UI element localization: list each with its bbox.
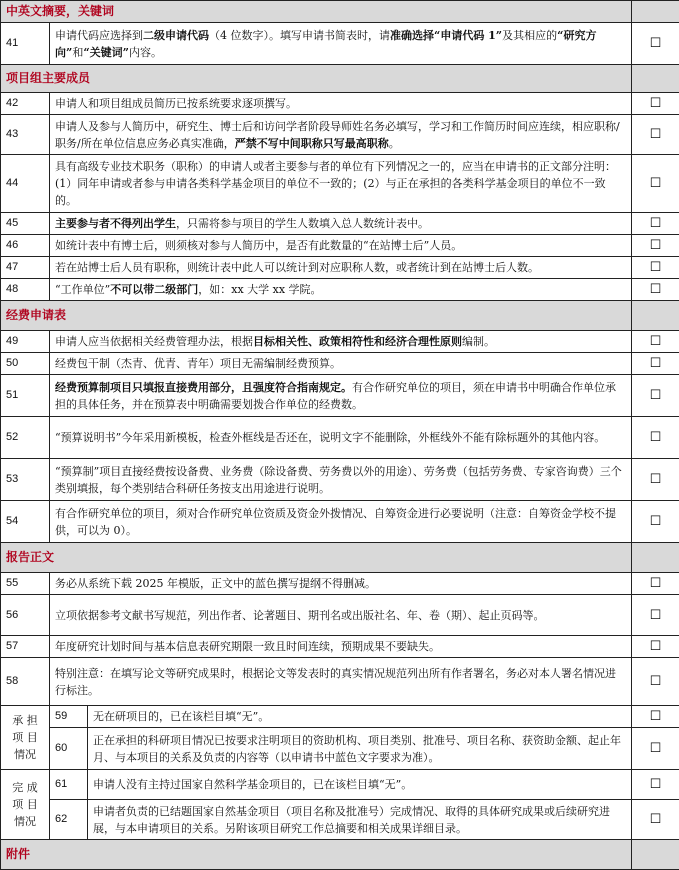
- checklist-row-60: [1, 728, 679, 770]
- group-label-completed-projects: 完 成 项 目 情况: [1, 770, 50, 840]
- group-label-ongoing-projects: 承 担 项 目 情况: [1, 706, 50, 770]
- item-number: 60: [50, 728, 88, 770]
- section-title: 中英文摘要，关键词: [1, 1, 632, 23]
- item-text: 主要参与者不得列出学生，只需将参与项目的学生人数填入总人数统计表中。: [50, 213, 632, 235]
- item-number: 50: [1, 353, 50, 375]
- item-text: 年度研究计划时间与基本信息表研究期限一致且时间连续，预期成果不要缺失。: [50, 636, 632, 658]
- section-title: 报告正文: [1, 543, 632, 573]
- section-budget-form: [1, 301, 679, 331]
- checklist-row-49: [1, 331, 679, 353]
- checklist-row-61: [1, 770, 679, 800]
- checkbox[interactable]: ☐: [632, 501, 679, 543]
- checklist-row-59: [1, 706, 679, 728]
- checkbox[interactable]: ☐: [632, 595, 679, 636]
- item-text: 申请人没有主持过国家自然科学基金项目的，已在该栏目填“无”。: [88, 770, 632, 800]
- checklist-row-44: [1, 155, 679, 213]
- item-number: 58: [1, 658, 50, 706]
- item-text: 务必从系统下载 2025 年模版，正文中的蓝色撰写提纲不得删减。: [50, 573, 632, 595]
- checkbox[interactable]: ☐: [632, 417, 679, 459]
- checklist-row-52: [1, 417, 679, 459]
- checklist-row-58: [1, 658, 679, 706]
- item-number: 43: [1, 115, 50, 155]
- item-text: 正在承担的科研项目情况已按要求注明项目的资助机构、项目类别、批准号、项目名称、获资助金额、起止年月、与本项目的关系及负责的内容等（以申请书中蓝色文字要求为准）。: [88, 728, 632, 770]
- item-number: 48: [1, 279, 50, 301]
- item-text: 无在研项目的，已在该栏目填“无”。: [88, 706, 632, 728]
- item-text: “预算说明书”今年采用新模板，检查外框线是否还在，说明文字不能删除，外框线外不能有除标题外的其他内容。: [50, 417, 632, 459]
- section-report-body: [1, 543, 679, 573]
- item-number: 56: [1, 595, 50, 636]
- checkbox[interactable]: ☐: [632, 213, 679, 235]
- item-number: 47: [1, 257, 50, 279]
- item-text: “预算制”项目直接经费按设备费、业务费（除设备费、劳务费以外的用途）、劳务费（包括劳务费、专家咨询费）三个类别填报，每个类别结合科研任务按支出用途进行说明。: [50, 459, 632, 501]
- checklist-row-46: [1, 235, 679, 257]
- checklist-row-47: [1, 257, 679, 279]
- item-text: 申请人应当依据相关经费管理办法，根据目标相关性、政策相符性和经济合理性原则编制。: [50, 331, 632, 353]
- item-number: 52: [1, 417, 50, 459]
- section-team-members: [1, 65, 679, 93]
- item-number: 54: [1, 501, 50, 543]
- checkbox[interactable]: ☐: [632, 257, 679, 279]
- section-title: 附件: [1, 840, 632, 870]
- item-number: 62: [50, 800, 88, 840]
- section-abstract-keywords: [1, 1, 679, 23]
- item-text: 具有高级专业技术职务（职称）的申请人或者主要参与者的单位有下列情况之一的，应当在申请书的正文部分注明：(1）同年申请或者参与申请各类科学基金项目的单位不一致的；(2）与正在承担的各类科学基金项目的单位不一致的。: [50, 155, 632, 213]
- item-text: “工作单位”不可以带二级部门，如：xx 大学 xx 学院。: [50, 279, 632, 301]
- checklist-row-56: [1, 595, 679, 636]
- checkbox[interactable]: ☐: [632, 235, 679, 257]
- checklist-row-54: [1, 501, 679, 543]
- item-number: 53: [1, 459, 50, 501]
- checkbox[interactable]: ☐: [632, 115, 679, 155]
- section-title: 经费申请表: [1, 301, 632, 331]
- checkbox[interactable]: ☐: [632, 636, 679, 658]
- item-text: 申请人及参与人简历中，研究生、博士后和访问学者阶段导师姓名务必填写，学习和工作简历时间应连续，相应职称/职务/所在单位信息应务必真实准确，严禁不写中间职称只写最高职称。: [50, 115, 632, 155]
- checklist-row-62: [1, 800, 679, 840]
- item-number: 51: [1, 375, 50, 417]
- item-number: 44: [1, 155, 50, 213]
- item-number: 46: [1, 235, 50, 257]
- checkbox[interactable]: ☐: [632, 800, 679, 840]
- item-number: 45: [1, 213, 50, 235]
- item-number: 41: [1, 23, 50, 65]
- item-number: 57: [1, 636, 50, 658]
- item-text: 特别注意：在填写论文等研究成果时，根据论文等发表时的真实情况规范列出所有作者署名，务必对本人署名情况进行标注。: [50, 658, 632, 706]
- checkbox[interactable]: ☐: [632, 728, 679, 770]
- item-text: 立项依据参考文献书写规范，列出作者、论著题目、期刊名或出版社名、年、卷（期）、起止页码等。: [50, 595, 632, 636]
- checklist-row-42: [1, 93, 679, 115]
- checkbox[interactable]: ☐: [632, 93, 679, 115]
- item-number: 55: [1, 573, 50, 595]
- checkbox[interactable]: ☐: [632, 375, 679, 417]
- checklist-row-50: [1, 353, 679, 375]
- item-text: 如统计表中有博士后，则须核对参与人简历中，是否有此数量的“在站博士后”人员。: [50, 235, 632, 257]
- checkbox[interactable]: ☐: [632, 706, 679, 728]
- checkbox[interactable]: ☐: [632, 573, 679, 595]
- item-text: 有合作研究单位的项目，须对合作研究单位资质及资金外拨情况、自筹资金进行必要说明（注意：自筹资金学校不提供，可以为 0）。: [50, 501, 632, 543]
- checklist-row-48: [1, 279, 679, 301]
- checklist-row-57: [1, 636, 679, 658]
- checkbox[interactable]: ☐: [632, 770, 679, 800]
- section-attachments: [1, 840, 679, 870]
- item-number: 42: [1, 93, 50, 115]
- item-text: 申请代码应选择到二级申请代码（4 位数字）。填写申请书简表时，请准确选择“申请代码 1”及其相应的“研究方向”和“关键词”内容。: [50, 23, 632, 65]
- section-title: 项目组主要成员: [1, 65, 632, 93]
- checkbox[interactable]: ☐: [632, 331, 679, 353]
- item-number: 61: [50, 770, 88, 800]
- checkbox[interactable]: ☐: [632, 658, 679, 706]
- checklist-row-51: [1, 375, 679, 417]
- item-text: 申请人和项目组成员简历已按系统要求逐项撰写。: [50, 93, 632, 115]
- item-number: 59: [50, 706, 88, 728]
- item-number: 49: [1, 331, 50, 353]
- checklist-row-53: [1, 459, 679, 501]
- checklist-row-55: [1, 573, 679, 595]
- checklist-row-41: [1, 23, 679, 65]
- checkbox[interactable]: ☐: [632, 155, 679, 213]
- checklist-row-45: [1, 213, 679, 235]
- checkbox[interactable]: ☐: [632, 353, 679, 375]
- item-text: 经费预算制项目只填报直接费用部分，且强度符合指南规定。有合作研究单位的项目，须在申请书中明确合作单位承担的具体任务，并在预算表中明确需要划拨合作单位的经费数。: [50, 375, 632, 417]
- checkbox[interactable]: ☐: [632, 279, 679, 301]
- checklist-row-43: [1, 115, 679, 155]
- checkbox[interactable]: ☐: [632, 23, 679, 65]
- checkbox[interactable]: ☐: [632, 459, 679, 501]
- item-text: 经费包干制（杰青、优青、青年）项目无需编制经费预算。: [50, 353, 632, 375]
- item-text: 申请者负责的已结题国家自然基金项目（项目名称及批准号）完成情况、取得的具体研究成果或后续研究进展，与本申请项目的关系。另附该项目研究工作总摘要和相关成果详细目录。: [88, 800, 632, 840]
- item-text: 若在站博士后人员有职称，则统计表中此人可以统计到对应职称人数，或者统计到在站博士后人数。: [50, 257, 632, 279]
